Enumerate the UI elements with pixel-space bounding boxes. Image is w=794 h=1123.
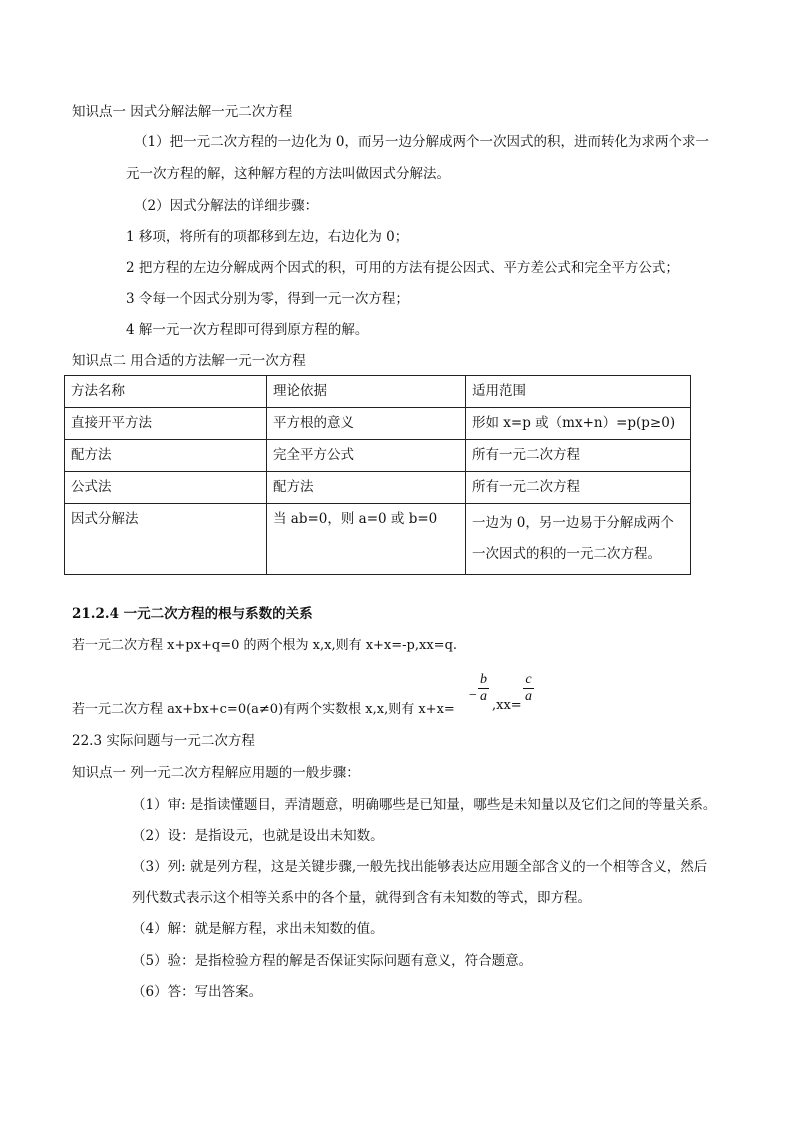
step-4: 4 解一元一次方程即可得到原方程的解。: [126, 322, 369, 338]
table-row: [65, 408, 691, 440]
section2-heading: 知识点二 用合适的方法解一元一次方程: [72, 353, 306, 369]
section1-paragraph1-line1: （1）把一元二次方程的一边化为 0，而另一边分解成两个一次因式的积，进而转化为求两个求一: [134, 134, 709, 150]
application-step-3-line2: 列代数式表示这个相等关系中的各个量，就得到含有未知数的等式，即方程。: [132, 890, 591, 906]
table-header-cell: 理论依据: [267, 376, 466, 408]
section4-heading: 22.3 实际问题与一元二次方程: [72, 733, 255, 749]
table-header-cell: 适用范围: [466, 376, 691, 408]
application-step-3-line1: （3）列: 就是列方程，这是关键步骤,一般先找出能够表达应用题全部含义的一个相等含义，然后: [132, 859, 708, 875]
table-cell: 所有一元二次方程: [466, 472, 691, 504]
fraction-denominator: a: [480, 689, 487, 704]
table-cell: 当 ab=0，则 a=0 或 b=0: [267, 504, 466, 575]
application-step-6: （6）答：写出答案。: [132, 984, 263, 1000]
table-cell: 配方法: [267, 472, 466, 504]
section1-heading: 知识点一 因式分解法解一元二次方程: [72, 104, 293, 120]
application-step-5: （5）验：是指检验方程的解是否保证实际问题有意义，符合题意。: [132, 953, 533, 969]
step-2: 2 把方程的左边分解成两个因式的积，可用的方法有提公因式、平方差公式和完全平方公式；: [126, 260, 679, 276]
section3-heading: 21.2.4 一元二次方程的根与系数的关系: [72, 606, 313, 622]
table-row: [65, 504, 691, 575]
methods-table: [64, 375, 691, 575]
table-cell: 一边为 0，另一边易于分解成两个一次因式的积的一元二次方程。: [466, 504, 691, 575]
fraction-numerator: b: [480, 672, 487, 687]
fraction-c-over-a: [523, 672, 534, 705]
step-3: 3 令每一个因式分别为零，得到一元一次方程；: [126, 291, 409, 307]
application-step-1: （1）审: 是指读懂题目，弄清题意，明确哪些是已知量，哪些是未知量以及它们之间的等量关系。: [132, 797, 717, 813]
table-cell: 因式分解法: [65, 504, 267, 575]
table-header-cell: 方法名称: [65, 376, 267, 408]
table-cell: 直接开平方法: [65, 408, 267, 440]
vieta-monic-line: 若一元二次方程 x+px+q=0 的两个根为 x,x,则有 x+x=-p,xx=q.: [72, 638, 458, 653]
table-cell: 公式法: [65, 472, 267, 504]
fraction-numerator: c: [525, 672, 532, 687]
step-1: 1 移项，将所有的项都移到左边，右边化为 0；: [126, 229, 409, 245]
table-cell: 完全平方公式: [267, 440, 466, 472]
table-row: [65, 472, 691, 504]
application-step-2: （2）设：是指设元，也就是设出未知数。: [132, 828, 384, 844]
section4-subheading: 知识点一 列一元二次方程解应用题的一般步骤：: [72, 765, 360, 781]
fraction-b-over-a: [478, 672, 489, 705]
vieta-general-line: 若一元二次方程 ax+bx+c=0(a≠0)有两个实数根 x,x,则有 x+x=: [72, 702, 455, 717]
application-step-4: （4）解：就是解方程，求出未知数的值。: [132, 921, 384, 937]
table-row: [65, 440, 691, 472]
table-cell: 平方根的意义: [267, 408, 466, 440]
fraction-denominator: a: [525, 689, 532, 704]
table-cell: 配方法: [65, 440, 267, 472]
section1-paragraph2: （2）因式分解法的详细步骤：: [134, 198, 319, 214]
table-cell: 形如 x=p 或（mx+n）=p(p≥0): [466, 408, 691, 440]
minus-sign: −: [469, 688, 477, 703]
product-label: ,xx=: [492, 698, 522, 713]
section1-paragraph1-line2: 元一次方程的解，这种解方程的方法叫做因式分解法。: [126, 166, 450, 182]
table-cell: 所有一元二次方程: [466, 440, 691, 472]
table-header-row: [65, 376, 691, 408]
